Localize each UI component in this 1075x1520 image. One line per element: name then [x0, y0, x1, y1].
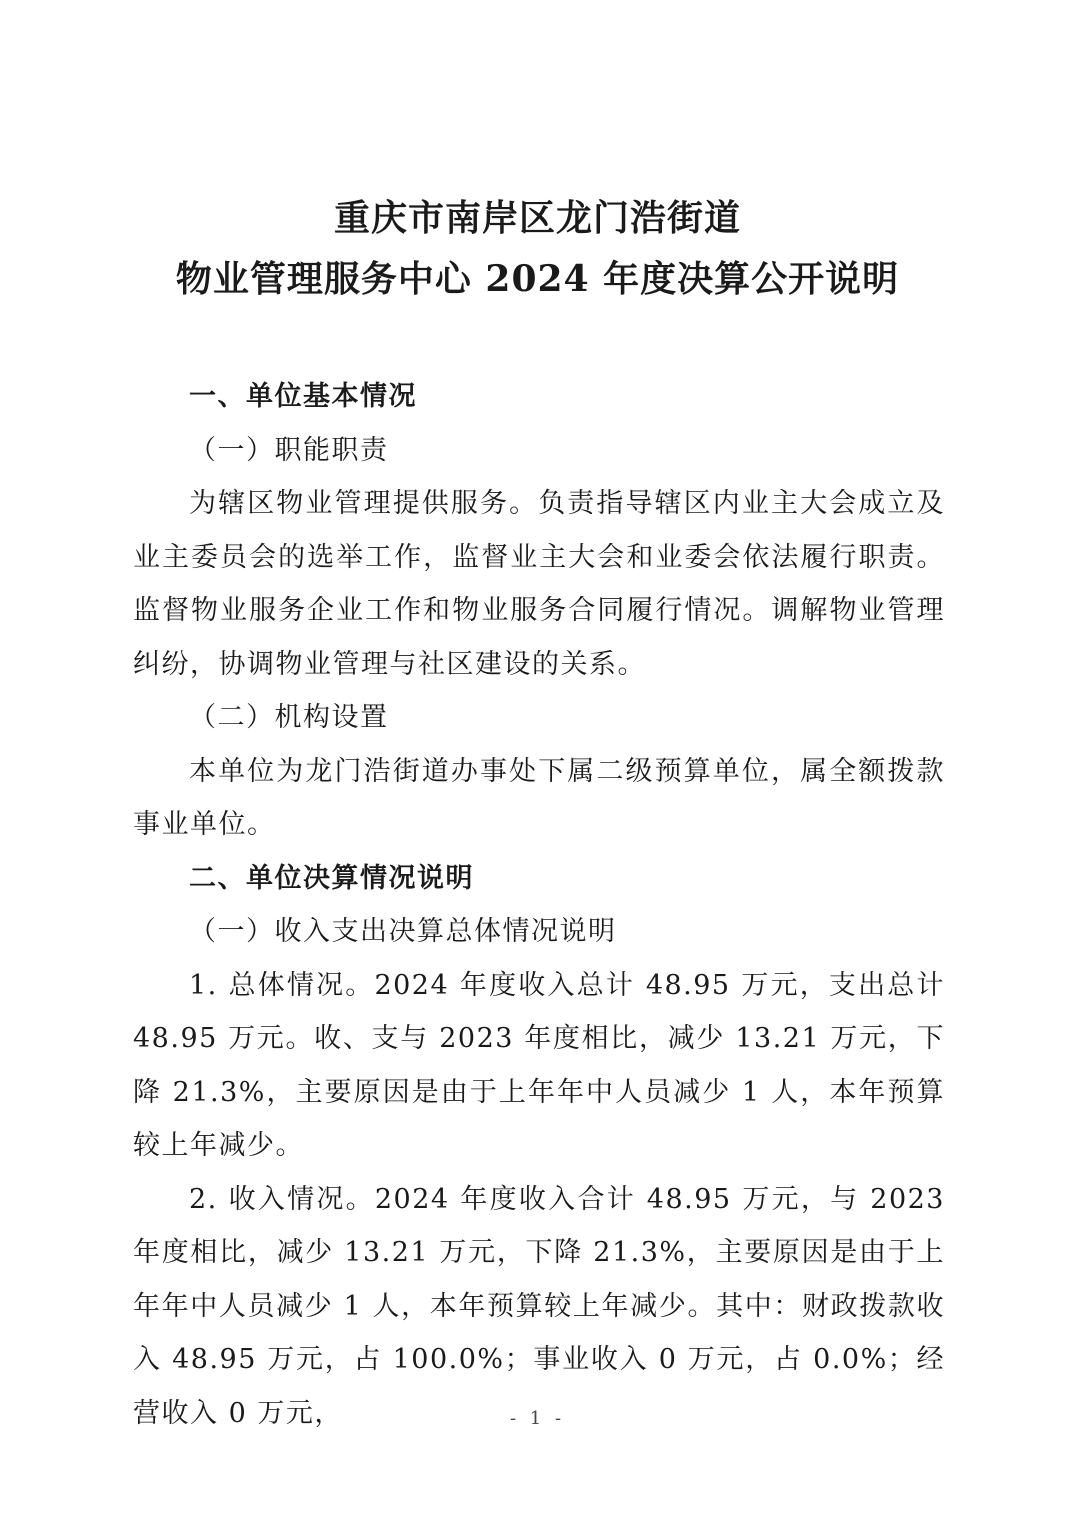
subsection-heading-functions: （一）职能职责 — [189, 434, 389, 466]
subsection-heading-overall: （一）收入支出决算总体情况说明 — [189, 916, 617, 947]
paragraph-income-situation: 2. 收入情况。2024 年度收入合计 48.95 万元，与 2023 年度相比，减少 13.21 万元，下降 21.3%，主要原因是由于上年年中人员减少 1 人，本年预算较上年减少。其中：财政拨款收入 48.95 万元，占 100.0%；事业收入 0 万元，占 0.0%；经营收入 0 万元， — [133, 1183, 945, 1429]
paragraph-organization: 本单位为龙门浩街道办事处下属二级预算单位，属全额拨款事业单位。 — [133, 755, 945, 840]
document-title-line-2: 物业管理服务中心 2024 年度决算公开说明 — [175, 258, 900, 300]
section-heading-basic-info: 一、单位基本情况 — [189, 381, 417, 412]
document-body — [133, 370, 945, 1440]
document-title-line-1: 重庆市南岸区龙门浩街道 — [333, 197, 741, 239]
section-heading-final-accounts: 二、单位决算情况说明 — [189, 862, 474, 894]
paragraph-functions: 为辖区物业管理提供服务。负责指导辖区内业主大会成立及业主委员会的选举工作，监督业主大会和业委会依法履行职责。监督物业服务企业工作和物业服务合同履行情况。调解物业管理纠纷，协调物业管理与社区建设的关系。 — [133, 488, 945, 680]
page-number: - 1 - — [509, 1408, 566, 1429]
paragraph-overall-situation: 1. 总体情况。2024 年度收入总计 48.95 万元，支出总计 48.95 万元。收、支与 2023 年度相比，减少 13.21 万元，下降 21.3%，主要原因是由于上年年中人员减少 1 人，本年预算较上年减少。 — [133, 969, 945, 1161]
subsection-heading-organization: （二）机构设置 — [189, 702, 389, 733]
